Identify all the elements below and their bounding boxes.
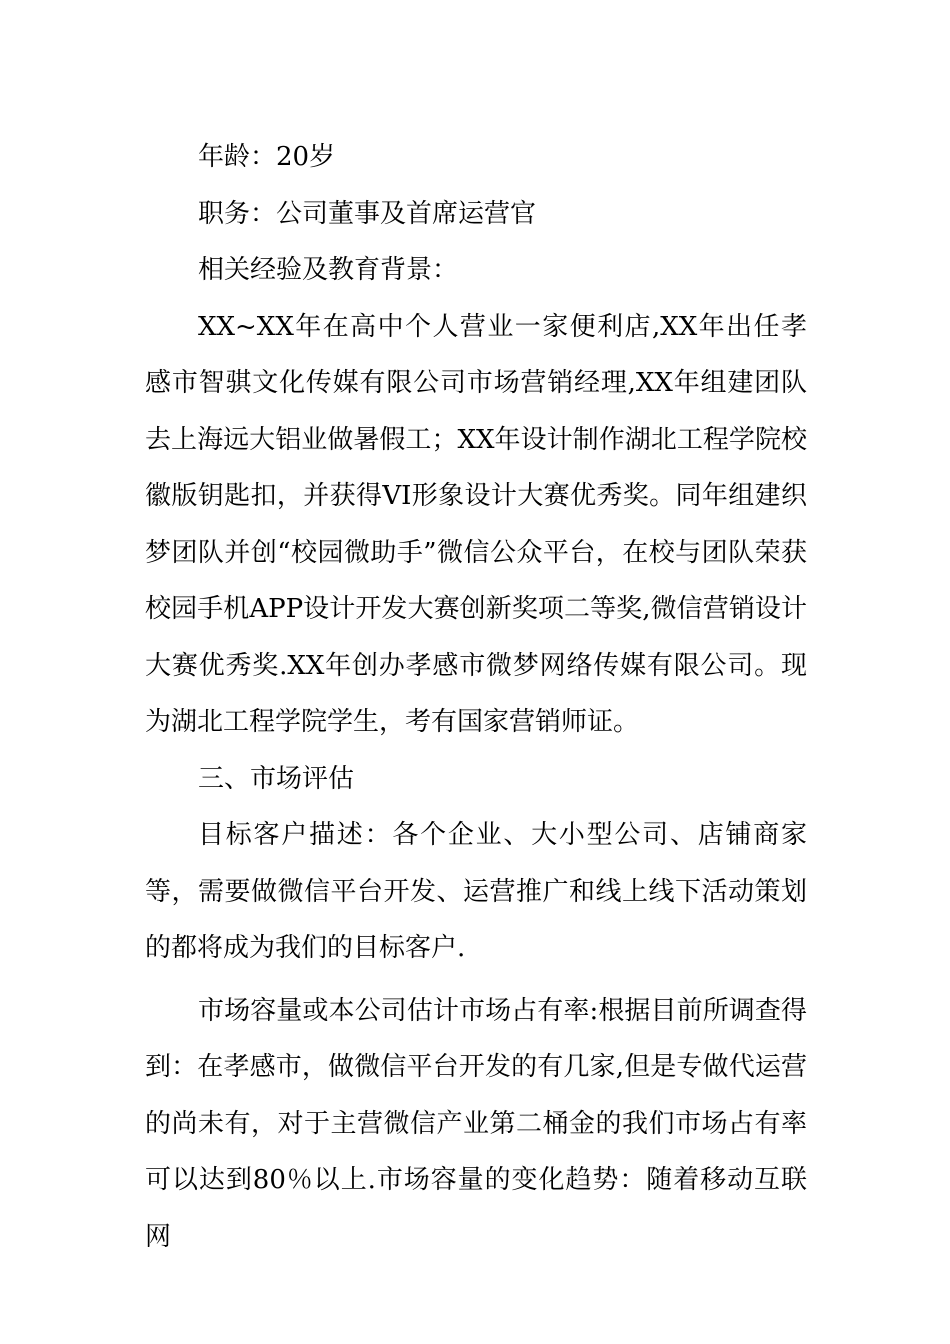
section-heading-market-assessment: 三、市场评估 (198, 763, 355, 794)
document-body (145, 129, 807, 1265)
paragraph-position: 职务：公司董事及首席运营官 (198, 198, 537, 229)
paragraph-age: 年龄：20岁 (198, 142, 336, 172)
paragraph-experience-heading: 相关经验及教育背景： (198, 255, 459, 285)
paragraph-experience-detail: XX~XX年在高中个人营业一家便利店,XX年出任孝感市智骐文化传媒有限公司市场营销经理,XX年组建团队去上海远大铝业做暑假工；XX年设计制作湖北工程学院校徽版钥匙扣，并获得VI形象设计大赛优秀奖。同年组建织梦团队并创“校园微助手”微信公众平台，在校与团队荣获校园手机APP设计开发大赛创新奖项二等奖,微信营销设计大赛优秀奖.XX年创办孝感市微梦网络传媒有限公司。现为湖北工程学院学生，考有国家营销师证。 (145, 311, 807, 737)
paragraph-market-capacity: 市场容量或本公司估计市场占有率:根据目前所调查得到：在孝感市，做微信平台开发的有几家,但是专做代运营的尚未有，对于主营微信产业第二桶金的我们市场占有率可以达到80％以上.市场容量的变化趋势：随着移动互联网 (145, 995, 807, 1252)
paragraph-target-customers: 目标客户描述：各个企业、大小型公司、店铺商家等，需要做微信平台开发、运营推广和线上线下活动策划的都将成为我们的目标客户. (145, 820, 807, 963)
